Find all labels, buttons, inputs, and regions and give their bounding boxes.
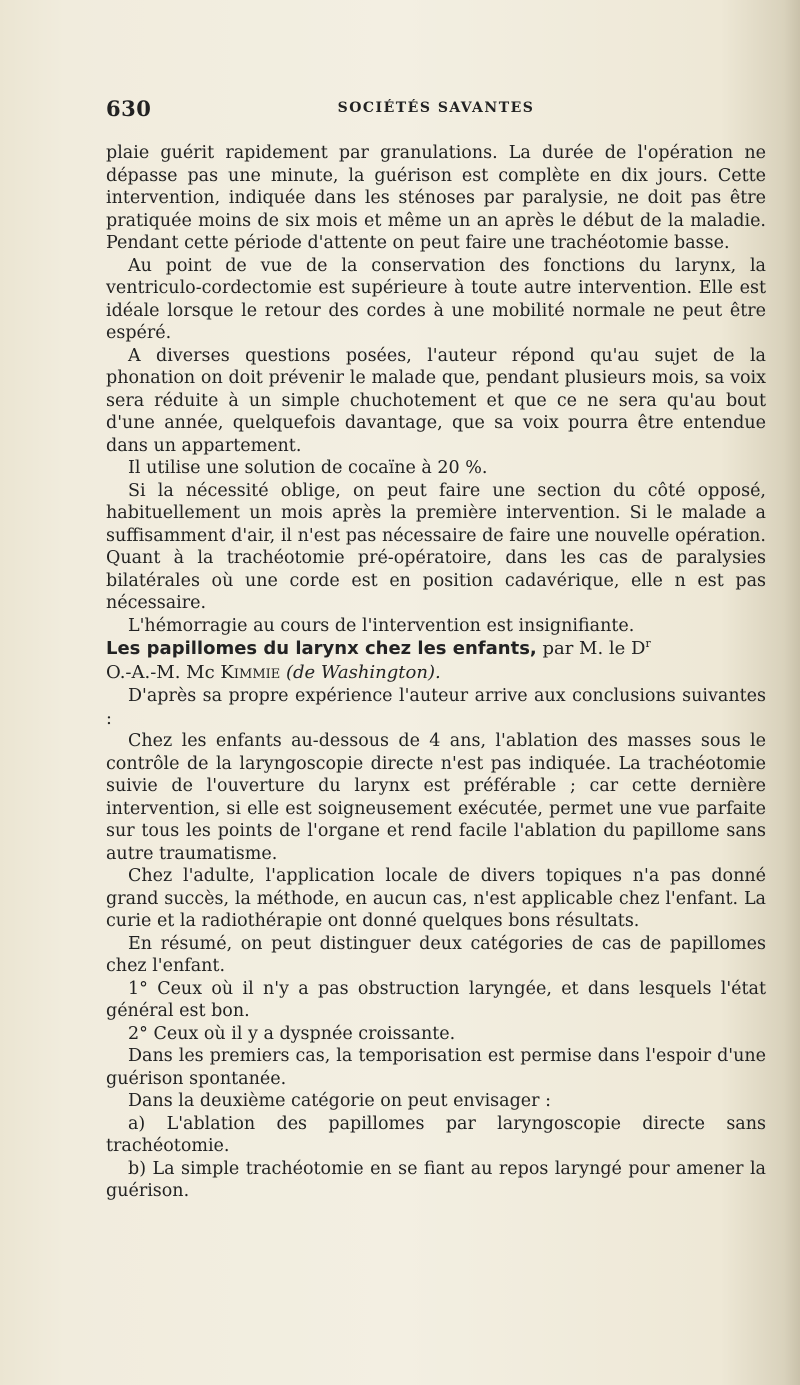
paragraph: L'hémorragie au cours de l'intervention est insignifiante. xyxy=(128,615,635,636)
paragraph: Chez les enfants au-dessous de 4 ans, l'ablation des masses sous le contrôle de la laryngoscopie directe n'est pas indiquée. La trachéotomie suivie de l'ouverture du larynx est préférable ; car cette dernière intervention, si elle est soigneusement exécutée, permet une vue parfaite sur tous les points de l'organe et rend facile l'ablation du papillome sans autre traumatisme. xyxy=(106,731,766,864)
doctor-superscript: r xyxy=(645,637,651,650)
paragraph: 2° Ceux où il y a dyspnée croissante. xyxy=(128,1023,456,1044)
page-header xyxy=(106,96,766,122)
article-title: Les papillomes du larynx chez les enfants, xyxy=(106,638,537,659)
paragraph: D'après sa propre expérience l'auteur arrive aux conclusions suivantes : xyxy=(106,686,766,729)
paragraph: En résumé, on peut distinguer deux catégories de cas de papillomes chez l'enfant. xyxy=(106,933,766,976)
paragraph: b) La simple trachéotomie en se fiant au repos laryngé pour amener la guérison. xyxy=(106,1158,766,1201)
article-byline: par M. le D xyxy=(536,638,646,659)
paragraph: a) L'ablation des papillomes par laryngoscopie directe sans trachéotomie. xyxy=(106,1113,766,1156)
article-heading xyxy=(106,637,766,685)
paragraph: plaie guérit rapidement par granulations. La durée de l'opération ne dépasse pas une minute, la guérison est complète en dix jours. Cette intervention, indiquée dans les sténoses par paralysie, ne doit pas être pratiquée moins de six mois et même un an après le début de la maladie. Pendant cette période d'attente on peut faire une trachéotomie basse. xyxy=(106,143,766,253)
page-number: 630 xyxy=(106,96,152,121)
author-affiliation: (de Washington). xyxy=(286,662,441,683)
paragraph: Dans la deuxième catégorie on peut envisager : xyxy=(128,1091,551,1111)
paragraph: Si la nécessité oblige, on peut faire une section du côté opposé, habituellement un mois après la première intervention. Si le malade a suffisamment d'air, il n'est pas nécessaire de faire une nouvelle opération. Quant à la trachéotomie pré-opératoire, dans les cas de paralysies bilatérales où une corde est en position cadavérique, elle n est pas nécessaire. xyxy=(106,480,766,613)
running-title: SOCIÉTÉS SAVANTES xyxy=(337,100,535,116)
paragraph: A diverses questions posées, l'auteur répond qu'au sujet de la phonation on doit prévenir le malade que, pendant plusieurs mois, sa voix sera réduite à un simple chuchotement et que ce ne sera qu'au bout d'une année, quelquefois davantage, que sa voix pourra être entendue dans un appartement. xyxy=(106,345,766,456)
paragraph: Dans les premiers cas, la temporisation est permise dans l'espoir d'une guérison spontanée. xyxy=(106,1046,766,1089)
paragraph: Il utilise une solution de cocaïne à 20 %. xyxy=(128,458,488,478)
paragraph: Chez l'adulte, l'application locale de divers topiques n'a pas donné grand succès, la méthode, en aucun cas, n'est applicable chez l'enfant. La curie et la radiothérapie ont donné quelques bons résultats. xyxy=(106,866,766,931)
paragraph: Au point de vue de la conservation des fonctions du larynx, la ventriculo-cordectomie est supérieure à toute autre intervention. Elle est idéale lorsque le retour des cordes à une mobilité normale ne peut être espéré. xyxy=(106,255,766,343)
author-initials: O.-A.-M. Mc xyxy=(106,662,221,683)
paragraph: 1° Ceux où il n'y a pas obstruction laryngée, et dans lesquels l'état général est bon. xyxy=(106,978,766,1021)
text-body xyxy=(106,142,766,1203)
author-surname: Kimmie xyxy=(220,662,281,683)
